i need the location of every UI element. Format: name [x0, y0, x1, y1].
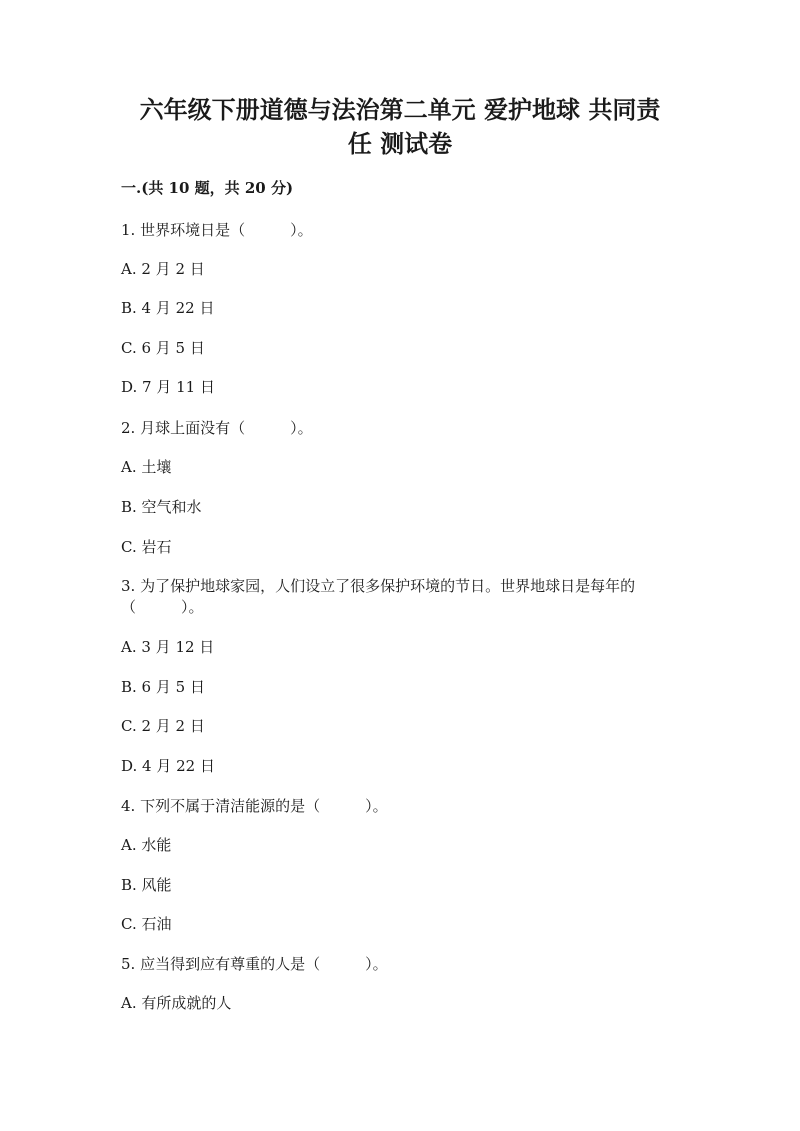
question-2-option-b: B. 空气和水 — [121, 498, 202, 516]
question-2-option-c: C. 岩石 — [121, 538, 172, 556]
question-1-option-c: C. 6 月 5 日 — [121, 339, 205, 357]
exam-title — [100, 93, 700, 161]
question-3-option-b: B. 6 月 5 日 — [121, 678, 205, 696]
question-2-option-a: A. 土壤 — [121, 458, 172, 476]
question-1-option-a: A. 2 月 2 日 — [121, 260, 205, 278]
question-1-option-d: D. 7 月 11 日 — [121, 378, 215, 396]
exam-title-line-2: 任 测试卷 — [347, 129, 453, 158]
question-4-stem: 4. 下列不属于清洁能源的是（ ）。 — [121, 797, 388, 815]
question-4-option-b: B. 风能 — [121, 876, 172, 894]
question-3-option-c: C. 2 月 2 日 — [121, 717, 205, 735]
question-5-stem: 5. 应当得到应有尊重的人是（ ）。 — [121, 955, 388, 973]
question-3-option-a: A. 3 月 12 日 — [121, 638, 215, 656]
question-3-option-d: D. 4 月 22 日 — [121, 757, 215, 775]
question-1-stem: 1. 世界环境日是（ ）。 — [121, 221, 313, 239]
question-5-option-a: A. 有所成就的人 — [121, 994, 232, 1012]
exam-title-line-1: 六年级下册道德与法治第二单元 爱护地球 共同责 — [139, 95, 661, 124]
question-4-option-a: A. 水能 — [121, 836, 172, 854]
question-3-stem-line-1: 3. 为了保护地球家园，人们设立了很多保护环境的节日。世界地球日是每年的 — [121, 577, 636, 595]
question-2-stem: 2. 月球上面没有（ ）。 — [121, 419, 313, 437]
question-4-option-c: C. 石油 — [121, 915, 172, 933]
question-3-stem-line-2: （ ）。 — [121, 598, 204, 616]
question-1-option-b: B. 4 月 22 日 — [121, 299, 215, 317]
section-header: 一.(共 10 题，共 20 分) — [121, 179, 294, 197]
